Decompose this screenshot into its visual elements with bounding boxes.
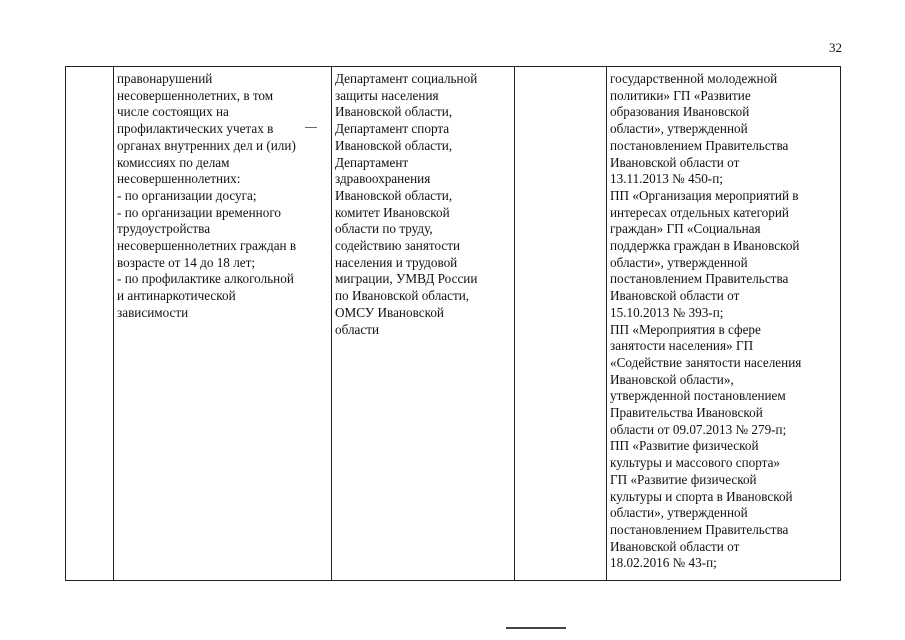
table-cell-executors <box>332 67 515 581</box>
table-row <box>66 67 841 581</box>
cell-programs-text: государственной молодежной политики» ГП «Развитие образования Ивановской области», утвержденной постановлением Правительства Ивановской области от 13.11.2013 № 450-п; ПП «Организация мероприятий в интересах отдельных категорий граждан» ГП «Социальная поддержка граждан в Ивановской области», утвержденной постановлением Правительства Ивановской области от 15.10.2013 № 393-п; ПП «Мероприятия в сфере занятости населения» ГП «Содействие занятости населения Ивановской области», утвержденной постановлением Правительства Ивановской области от 09.07.2013 № 279-п; ПП «Развитие физической культуры и массового спорта» ГП «Развитие физической культуры и спорта в Ивановской области», утвержденной постановлением Правительства Ивановской области от 18.02.2016 № 43-п; <box>610 71 802 571</box>
document-table <box>65 66 841 581</box>
stray-dash-mark <box>305 127 317 128</box>
cell-activity-text: правонарушений несовершеннолетних, в том числе состоящих на профилактических учетах в органах внутренних дел и (или) комиссиях по делам несовершеннолетних: - по организации досуга; - по организации временного трудоустройства несовершеннолетних граждан в возрасте от 14 до 18 лет; - по профилактике алкогольной и антинаркотической зависимости <box>117 71 297 320</box>
bottom-divider-mark <box>506 627 566 629</box>
cell-executors-text: Департамент социальной защиты населения Ивановской области, Департамент спорта Ивановской области, Департамент здравоохранения Ивановской области, комитет Ивановской области по труду, содействию занятости населения и трудовой миграции, УМВД России по Ивановской области, ОМСУ Ивановской области <box>335 71 478 337</box>
table-cell-programs <box>607 67 841 581</box>
table-cell-activity <box>114 67 332 581</box>
table-cell-term <box>515 67 607 581</box>
table-cell-number <box>66 67 114 581</box>
page-number: 32 <box>829 40 842 55</box>
